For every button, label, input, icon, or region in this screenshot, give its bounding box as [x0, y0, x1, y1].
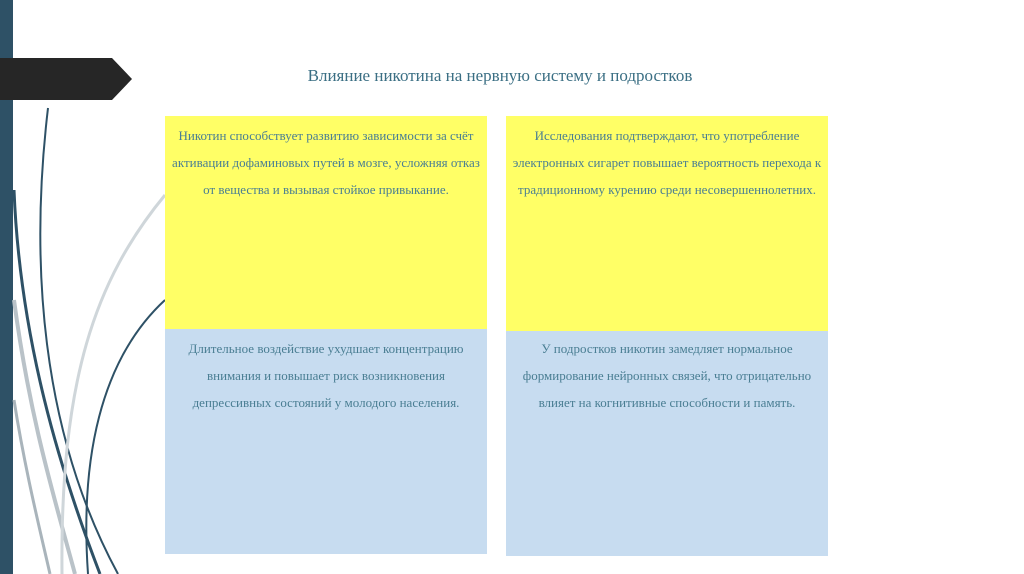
- title-arrow-shape: [0, 58, 132, 100]
- cell-concentration: Длительное воздействие ухудшает концентрацию внимания и повышает риск возникновения депрессивных состояний у молодого населения.: [165, 329, 487, 554]
- cell-dependency: Никотин способствует развитию зависимости за счёт активации дофаминовых путей в мозге, усложняя отказ от вещества и вызывая стойкое привыкание.: [165, 116, 487, 329]
- slide-title: Влияние никотина на нервную систему и подростков: [307, 66, 693, 85]
- cell-neural-development: У подростков никотин замедляет нормальное формирование нейронных связей, что отрицательно влияет на когнитивные способности и память.: [506, 331, 828, 556]
- cell-e-cigarettes: Исследования подтверждают, что употребление электронных сигарет повышает вероятность перехода к традиционному курению среди несовершеннолетних.: [506, 116, 828, 331]
